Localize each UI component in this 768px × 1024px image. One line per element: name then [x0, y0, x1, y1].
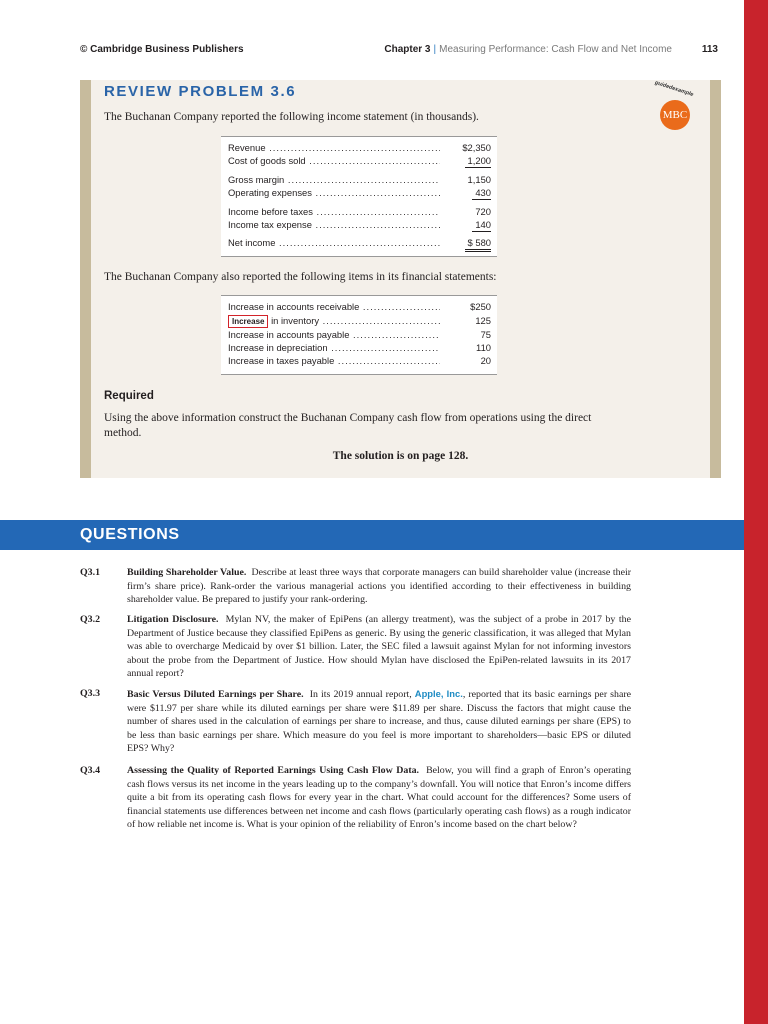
statement-row [228, 237, 491, 249]
box-left-border [80, 80, 91, 478]
row-value: 1,150 [465, 174, 491, 186]
row-value: 20 [478, 355, 491, 367]
review-problem-box [80, 80, 721, 478]
income-statement-intro: The Buchanan Company reported the following income statement (in thousands). [104, 111, 479, 123]
statement-row [228, 329, 491, 341]
statement-row [228, 219, 491, 231]
row-label: Increase in taxes payable ..... [228, 355, 440, 367]
row-label: Revenue ..... [228, 142, 440, 154]
page-edge-bar [744, 0, 768, 1024]
questions-heading: QUESTIONS [80, 526, 180, 543]
chapter-number: Chapter 3 [384, 44, 431, 55]
statement-row [228, 355, 491, 367]
highlighted-word-box[interactable]: Increase [228, 315, 268, 328]
row-label-rest: in inventory [268, 315, 320, 326]
review-problem-title: REVIEW PROBLEM 3.6 [104, 83, 297, 100]
question-item [80, 687, 631, 756]
statement-row [228, 301, 491, 313]
row-label: Increase in accounts payable ..... [228, 329, 440, 341]
question-number: Q3.2 [80, 614, 101, 625]
row-label: Cost of goods sold ..... [228, 155, 440, 167]
company-link[interactable]: Apple, Inc. [414, 688, 463, 699]
statement-row [228, 187, 491, 199]
row-value: $2,350 [459, 142, 491, 154]
question-title: Litigation Disclosure. [127, 614, 219, 625]
question-number: Q3.3 [80, 688, 101, 699]
required-text: Using the above information construct the Buchanan Company cash flow from operations using the direct method. [104, 412, 592, 439]
statement-row [228, 155, 491, 167]
row-value: 125 [472, 315, 491, 327]
question-item [80, 613, 631, 681]
box-right-border [710, 80, 721, 478]
guided-example-label: guidedexample [654, 79, 694, 99]
question-body [127, 687, 631, 756]
question-item [80, 566, 631, 607]
row-label: Gross margin ..... [228, 174, 440, 186]
row-label [228, 315, 440, 328]
question-text: Mylan NV, the maker of EpiPens (an allergy treatment), was the subject of a probe in 2017 by the Department of Justice because they classified EpiPens as generic. By using the generic classification, it was alleged that Mylan was able to overcharge Medicaid by over $1 billion. Later, the SEC filed a lawsuit against Mylan for not informing investors about the probe from the Department of Justice. How should Mylan have disclosed the EpiPen-related lawsuits in its 2017 annual report? [127, 614, 631, 680]
question-body [127, 613, 631, 681]
row-label: Increase in depreciation ..... [228, 342, 440, 354]
required-heading: Required [104, 390, 154, 402]
chapter-heading [384, 44, 672, 55]
statement-row [228, 315, 491, 327]
running-header [80, 44, 718, 60]
income-statement-table [221, 136, 497, 257]
row-value: $ 580 [465, 237, 491, 252]
financial-items-table [221, 295, 497, 375]
header-separator: | [433, 44, 437, 55]
solution-note: The solution is on page 128. [332, 450, 469, 462]
question-body [127, 566, 631, 607]
row-value: 430 [472, 187, 491, 200]
question-text-start: In its 2019 annual report, [309, 689, 412, 700]
items-intro: The Buchanan Company also reported the following items in its financial statements: [104, 271, 497, 283]
mbc-badge-icon[interactable]: MBC [660, 100, 690, 130]
statement-row [228, 174, 491, 186]
question-text: Describe at least three ways that corporate managers can build shareholder value (increase their firm’s share price). Rank-order the various managerial actions you identified according to their effectiveness in building shareholder value. Be prepared to justify your rank-ordering. [127, 567, 632, 606]
question-body [127, 764, 631, 832]
question-title: Basic Versus Diluted Earnings per Share. [127, 689, 304, 700]
questions-banner [0, 520, 744, 550]
row-label: Increase in accounts receivable ..... [228, 301, 440, 313]
question-title: Building Shareholder Value. [127, 567, 247, 578]
question-text: Below, you will find a graph of Enron’s operating cash flows versus its net income in the years leading up to the company’s downfall. You will notice that Enron’s income differs quite a bit from its operating cash flows for every year in the chart. What could account for the differences? Some users of financial statements use differences between net income and cash flows (particularly operating cash flows) as a rough indicator of how reliable net income is. What is your opinion of the reliability of Enron’s income based on the chart below? [127, 765, 632, 831]
question-title: Assessing the Quality of Reported Earnings Using Cash Flow Data. [127, 765, 420, 776]
row-value: $250 [467, 301, 491, 313]
row-value: 75 [478, 329, 491, 341]
question-item [80, 764, 631, 832]
row-label: Operating expenses ..... [228, 187, 440, 199]
statement-row [228, 142, 491, 154]
row-value: 110 [473, 342, 491, 354]
row-label: Net income ..... [228, 237, 440, 249]
row-label: Income tax expense ..... [228, 219, 440, 231]
question-number: Q3.4 [80, 765, 101, 776]
row-label: Income before taxes ..... [228, 206, 440, 218]
question-number: Q3.1 [80, 567, 101, 578]
statement-row [228, 342, 491, 354]
row-value: 1,200 [465, 155, 491, 168]
statement-row [228, 206, 491, 218]
publisher-credit: © Cambridge Business Publishers [80, 44, 244, 55]
row-value: 140 [472, 219, 491, 232]
page-number: 113 [701, 44, 718, 55]
question-text-rest: , reported that its basic earnings per share were $11.97 per share while its diluted earnings per share were $11.89 per share. Discuss the factors that might cause the number of shares used in the calculation of earnings per share to increase, and thus, cause diluted earnings per share (EPS) to be less than basic earnings per share. Which measure do you feel is more important to shareholders—basic EPS or diluted EPS? Why? [127, 689, 632, 755]
chapter-title: Measuring Performance: Cash Flow and Net Income [439, 44, 672, 55]
row-value: 720 [472, 206, 491, 218]
